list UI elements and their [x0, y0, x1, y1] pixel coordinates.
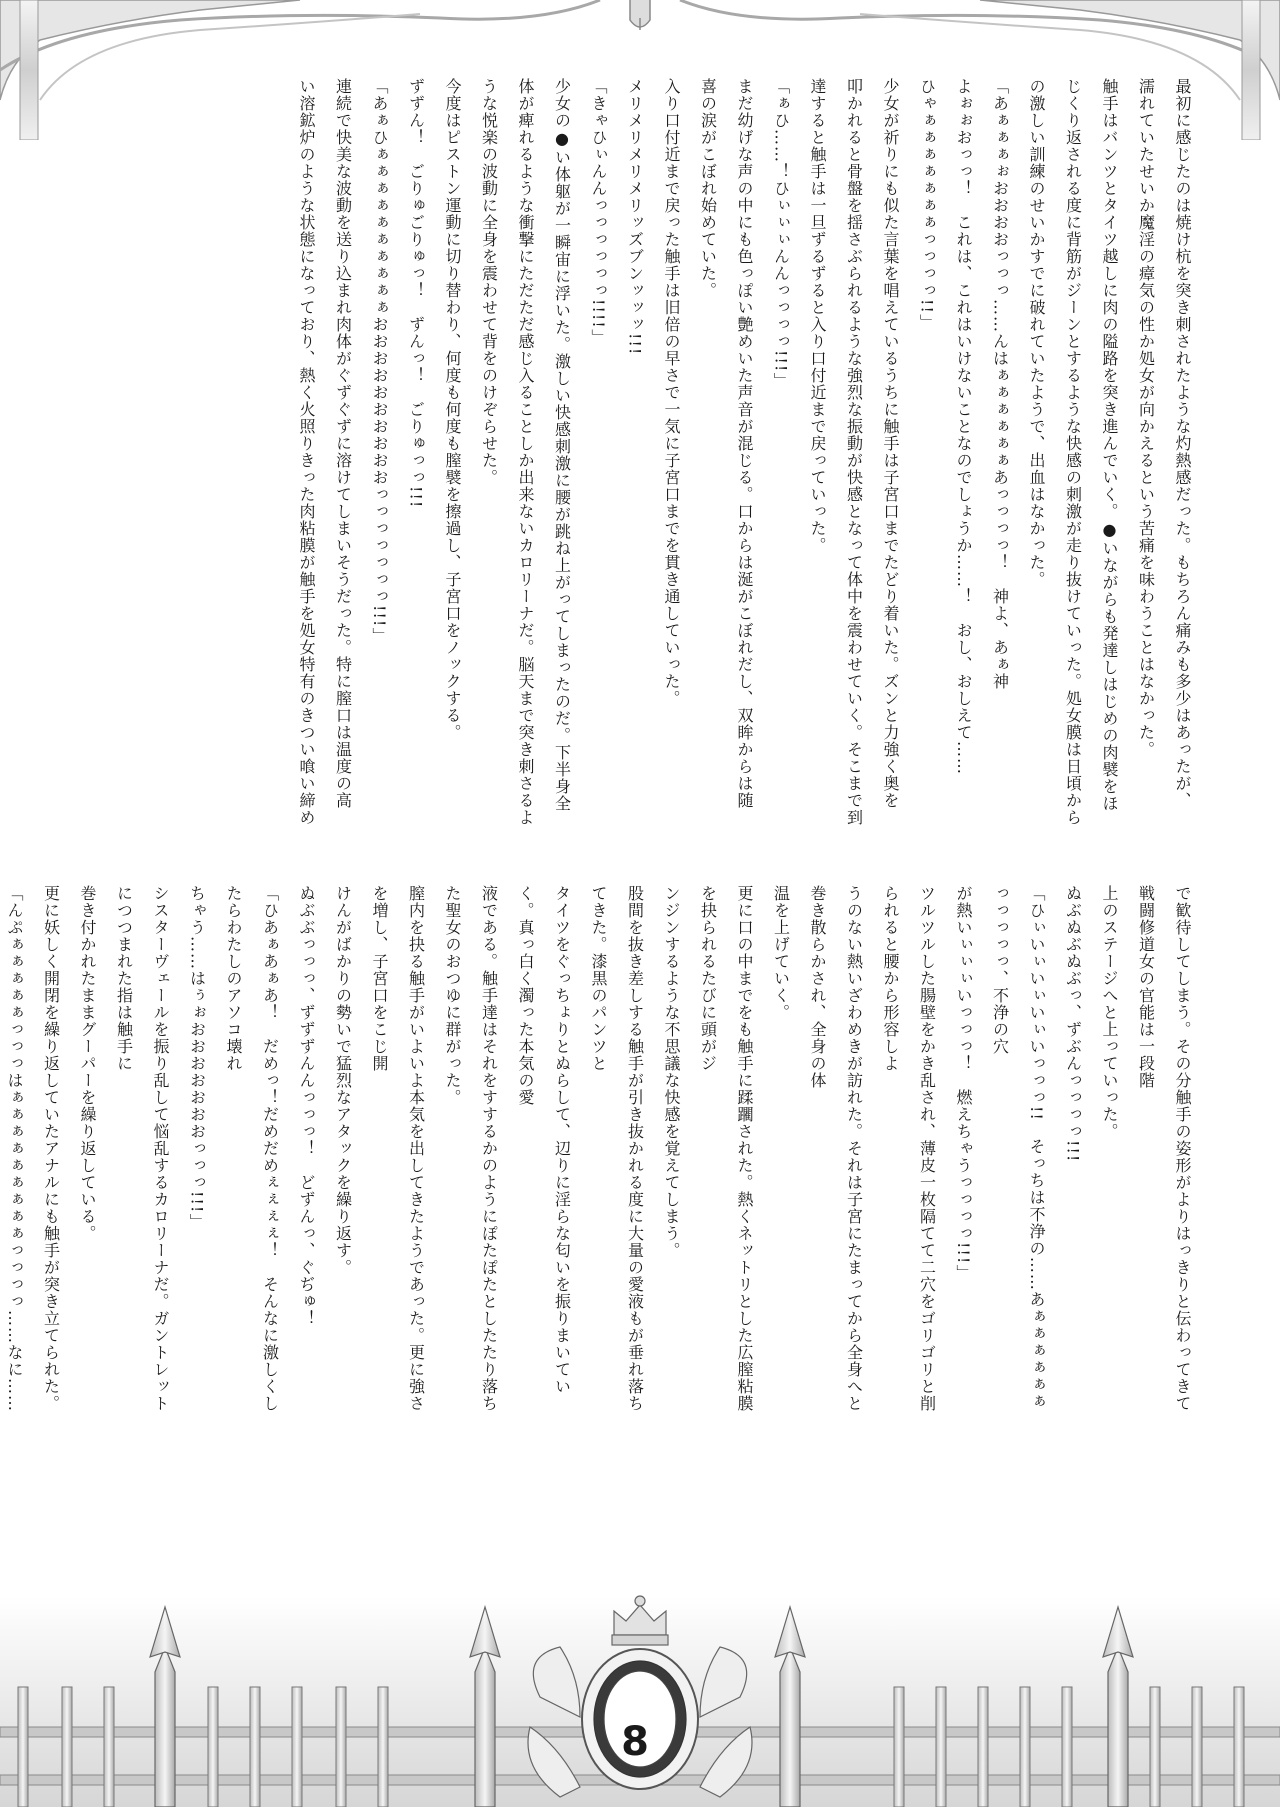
text-column: タイツをぐっちょりとぬらして、辺りに淫らな匂いを振りまいていく。真っ白く濁った本気の愛 [516, 885, 572, 1395]
text-column: 温を上げていく。 [771, 885, 791, 1021]
text-column: が熱いぃぃぃいっっっ！ 燃えちゃうっっっっ!!!」 [954, 885, 973, 1282]
text-column: 叩かれると骨盤を揺さぶられるような強烈な振動が快感となって体中を震わせていく。そこまで到 [844, 78, 864, 826]
text-column: 巻き付かれたままグーパーを繰り返している。 [78, 885, 97, 1242]
text-column: ちゃう……はぅぉおおおおおおおっっっ!!!」 [187, 885, 207, 1231]
text-column: 「ひあぁあぁあ！ だめっ！だめだめぇぇぇぇ！ そんなに激しくしたらわたしのアソコ壊れ [224, 885, 280, 1412]
text-column: の激しい訓練のせいかすでに破れていたようで、出血はなかった。 [1027, 78, 1046, 588]
text-column: 触手はバンツとタイツ越しに肉の隘路を突き進んでいく。●いながらも発達しはじめの肉襞をほ [1100, 78, 1119, 812]
text-column: 達すると触手は一旦ずるずると入り口付近まで戻っていった。 [808, 78, 827, 554]
text-column: 股間を抜き差しする触手が引き抜かれる度に大量の愛液もが垂れ落ちてきた。漆黒のパンツと [589, 885, 645, 1412]
text-column: 濡れていたせいか魔淫の瘴気の性か処女が向かえるという苦痛を味わうことはなかった。 [1136, 78, 1156, 758]
text-column: ンジンするような不思議な快感を覚えてしまう。 [662, 885, 681, 1259]
text-column: けんがばかりの勢いで猛烈なアタックを繰り返す。 [333, 885, 353, 1276]
text-column: 上のステージへと上っていった。 [1100, 885, 1119, 1140]
text-column: うのない熱いざわめきが訪れた。それは子宮にたまってから全身へと巻き散らかされ、全身の体 [808, 885, 864, 1412]
text-column: い溶鉱炉のような状態になっており、熱く火照りきった肉粘膜が触手を処女特有のきつい喰い締め [297, 78, 316, 826]
text-column: 「ひぃいぃいぃいぃいっっっ!! そっちは不浄の……あぁぁぁぁぁぁっっっっっ、不浄の穴 [990, 885, 1046, 1410]
text-column: 「あぁぁぁぉおおおおっっっ……んはぁぁぁぁぁぁあっっっっ！ 神よ、あぁ神 [990, 78, 1010, 690]
text-column: ひゃぁぁぁぁぁぁぁっっっっ!!」 [917, 78, 937, 331]
text-column: 膣内を抉る触手がいよいよ本気を出してきたようであった。更に強さを増し、子宮口をこじ開 [370, 885, 426, 1412]
text-column: 少女が祈りにも似た言葉を唱えているうちに触手は子宮口までたどり着いた。ズンと力強く奥を [881, 78, 900, 809]
page-number: 8 [621, 1719, 649, 1765]
text-column: 更に妖しく開閉を繰り返していたアナルにも触手が突き立てられた。 [41, 885, 61, 1412]
text-column: ぬぶぬぶぬぶっ、ずぶんっっっっ!!! [1063, 885, 1083, 1163]
text-column: 最初に感じたのは焼け杭を突き刺されたような灼熱感だった。もちろん痛みも多少はあったが、 [1173, 78, 1192, 809]
text-column: 液である。触手達はそれをすするかのようにぽたぽたとしたたり落ちた聖女のおつゆに群がった。 [443, 885, 499, 1412]
text-column: 少女の●い体躯が一瞬宙に浮いた。激しい快感刺激に腰が跳ね上がってしまったのだ。下半身全 [552, 78, 572, 812]
text-column: 「んぷぁぁぁぁぁっっっはぁぁぁぁぁぁぁぁぁっっっっ……なに…… [5, 885, 24, 1412]
text-column: で歓待してしまう。その分触手の姿形がよりはっきりと伝わってきて戦闘修道女の官能は一段階 [1136, 885, 1192, 1412]
body-text-lower [5, 885, 1200, 1415]
text-column: ツルツルした腸壁をかき乱され、薄皮一枚隔てて二穴をゴリゴリと削られると腰から形容しよ [881, 885, 937, 1412]
text-column: 更に口の中までをも触手に蹂躙された。熱くネットリとした広膣粘膜を抉られるたびに頭がジ [698, 885, 754, 1412]
text-column: 入り口付近まで戻った触手は旧倍の早さで一気に子宮口までを貫き通していった。 [662, 78, 681, 707]
text-column: 喜の涙がこぼれ始めていた。 [698, 78, 718, 299]
text-column: 「きゃひぃんんっっっっっっ!!!!」 [589, 78, 608, 346]
text-column: まだ幼げな声の中にも色っぽい艶めいた声音が混じる。口からは涎がこぼれだし、双眸からは随 [735, 78, 754, 809]
text-column: 体が痺れるような衝撃にただただ感じ入ることしか出来ないカロリーナだ。脳天まで突き刺さるよ [516, 78, 535, 826]
text-column: 今度はピストン運動に切り替わり、何度も何度も膣襞を擦過し、子宮口をノックする。 [443, 78, 462, 741]
text-column: よぉぉおっっ！ これは、これはいけないことなのでしょうか……！ おし、おしえて…… [954, 78, 973, 775]
text-column: うな悦楽の波動に全身を震わせて背をのけぞらせた。 [479, 78, 499, 486]
text-column: メリメリメリメリッズブンッッッ!!! [625, 78, 645, 356]
text-column: 「ぁひ……！ひぃぃぃんんっっっっ!!!」 [771, 78, 791, 390]
body-text-upper [90, 78, 1200, 848]
text-column: 連続で快美な波動を送り込まれ肉体がぐずぐずに溶けてしまいそうだった。特に膣口は温度の高 [333, 78, 353, 809]
text-column: ぬぶぶっっっ、ずずずんんっっっ！ どずんっ、ぐぢゅ！ [297, 885, 316, 1327]
text-column: じくり返される度に背筋がジーンとするような快感の刺激が走り抜けていった。処女膜は日頃から [1063, 78, 1083, 826]
text-column: シスターヴェールを振り乱して悩乱するカロリーナだ。ガントレットにつつまれた指は触手に [114, 885, 170, 1412]
text-column: 「あぁひぁぁぁぁぁぁぁぁぁぁおおおおおおおおおおっっっっっっっ!!!」 [370, 78, 389, 645]
text-column: ずずん！ ごりゅごりゅっ！ ずんっ！ ごりゅっっ!!! [406, 78, 426, 509]
